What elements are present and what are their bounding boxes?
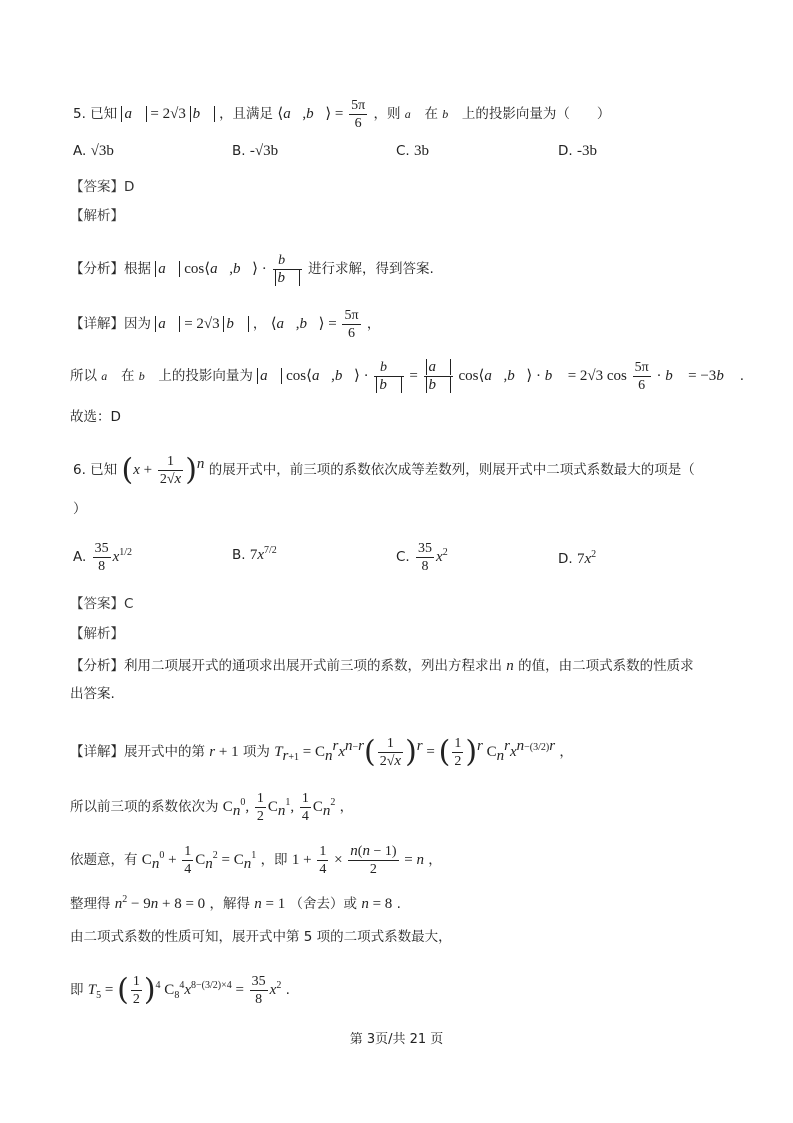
q6-condition: 依题意，有 $C_n^0$ + $\frac{1}{4}$ $C_n^2 = C_n^1$ ，即 1 + $\frac{1}{4}$ × $\frac{n(n - 1)}{2}$ = n ，: [70, 843, 442, 877]
q5-conclusion: 所以 a⃗ 在 b⃗ 上的投影向量为 a⃗ cos⟨a⃗,b⃗⟩ · $\frac{b⃗}{b⃗}$ = $\frac{a⃗}{b⃗}$ cos⟨a⃗,b⃗⟩ · b⃗ = 2√3 cos $\frac{5\pi}{6}$ · b⃗ = −3b⃗ .: [70, 359, 745, 393]
q5-option-b: B. -√3b: [232, 143, 279, 159]
q5-condition-2: ⟨a⃗,b⃗⟩ = $\frac{5\pi}{6}$: [277, 98, 366, 131]
q5-xiangjie: 【详解】因为 a⃗ = 2√3 b⃗ ， ⟨a⃗,b⃗⟩ = $\frac{5\pi}{6}$ ，: [70, 308, 381, 341]
q6-stem-close: ）: [73, 501, 87, 517]
q5-analysis-label: 【解析】: [70, 208, 124, 224]
q6-option-d: D. $7x^2$: [558, 549, 597, 567]
q5-final: 故选：D: [70, 409, 121, 425]
q6-xiangjie: 【详解】展开式中的第 r + 1 项为 $T_{r+1} = C_n^rx^{n-r}$( $\frac{1}{2√x}$ )$^r$ = ( $\frac{1}{2}$ )$^r$ $C_n^rx^{n-(3/2)r}$ ，: [70, 734, 573, 770]
q6-analysis-label: 【解析】: [70, 626, 124, 642]
q6-answer: 【答案】C: [70, 596, 134, 612]
q6-option-a: A. $\frac{35}{8}$ $x^{1/2}$: [73, 541, 133, 574]
q5-option-c: C. 3b: [396, 143, 430, 159]
q6-coefficients: 所以前三项的系数依次为 $C_n^0$, $\frac{1}{2}$ $C_n^1$, $\frac{1}{4}$ $C_n^2$ ，: [70, 791, 354, 824]
q6-option-b: B. $7x^{7/2}$: [232, 545, 277, 563]
q6-simplify: 整理得 $n^2 - 9n + 8 = 0$ ，解得 n = 1 （舍去）或 n = 8 .: [70, 894, 401, 912]
q6-final: 即 $T_5$ = ( $\frac{1}{2}$ )$^4$ $C_8^4x^{8-(3/2)\times 4}$ = $\frac{35}{8}$ $x^2$ .: [70, 972, 290, 1008]
q6-property: 由二项式系数的性质可知，展开式中第 5 项的二项式系数最大，: [70, 929, 452, 945]
q6-fenxi-line1: 【分析】利用二项展开式的通项求出展开式前三项的系数，列出方程求出 n 的值，由二项式系数的性质求: [70, 658, 694, 674]
q5-option-a: A. √3b: [73, 143, 114, 159]
q5-stem: 5. 已知 a⃗ = 2√3 b⃗ ，且满足 ⟨a⃗,b⃗⟩ = $\frac{5\pi}{6}$ ，则 a⃗ 在 b⃗ 上的投影向量为（ ）: [73, 98, 611, 131]
q5-option-d: D. -3b: [558, 143, 597, 159]
q6-fenxi-line2: 出答案.: [70, 686, 115, 702]
q5-answer: 【答案】D: [70, 179, 135, 195]
q6-option-c: C. $\frac{35}{8}$ $x^2$: [396, 541, 448, 574]
page-footer: 第 3页/共 21 页: [349, 1032, 444, 1047]
q6-stem: 6. 已知 (x + $\frac{1}{2√x}$ )$^n$ 的展开式中，前三项的系数依次成等差数列，则展开式中二项式系数最大的项是（: [73, 452, 695, 488]
q5-condition-1: a⃗ = 2√3 b⃗: [121, 106, 214, 122]
q5-fenxi: 【分析】根据 a⃗ cos⟨a⃗,b⃗⟩ · $\frac{b⃗}{b⃗}$ 进行求解，得到答案.: [70, 253, 434, 286]
